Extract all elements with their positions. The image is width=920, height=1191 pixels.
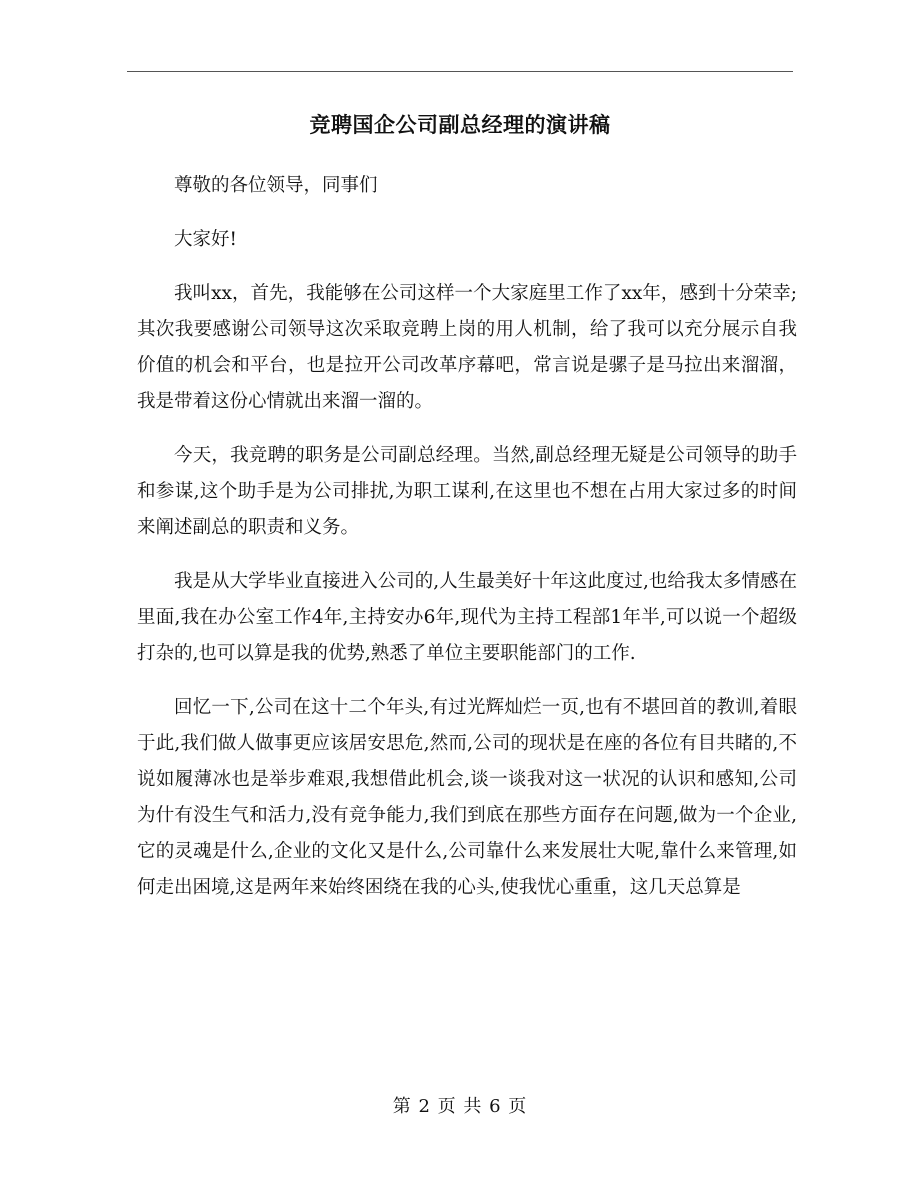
document-title: 竞聘国企公司副总经理的演讲稿 <box>309 112 611 137</box>
experience-paragraph: 我是从大学毕业直接进入公司的,人生最美好十年这此度过,也给我太多情感在里面,我在办公室工作4年,主持安办6年,现代为主持工程部1年半,可以说一个超级打杂的,也可以算是我的优势,熟悉了单位主要职能部门的工作. <box>137 571 797 664</box>
introduction-paragraph: 我叫xx，首先，我能够在公司这样一个大家庭里工作了xx年，感到十分荣幸;其次我要感谢公司领导这次采取竞聘上岗的用人机制，给了我可以充分展示自我价值的机会和平台，也是拉开公司改革序幕吧，常言说是骡子是马拉出来溜溜，我是带着这份心情就出来溜一溜的。 <box>137 283 797 412</box>
page-number-footer: 第 2 页 共 6 页 <box>392 1096 528 1117</box>
document-body <box>137 168 797 906</box>
salutation-paragraph: 尊敬的各位领导，同事们 <box>174 175 378 196</box>
header-rule <box>127 71 793 72</box>
position-paragraph: 今天，我竞聘的职务是公司副总经理。当然,副总经理无疑是公司领导的助手和参谋,这个助手是为公司排扰,为职工谋利,在这里也不想在占用大家过多的时间来阐述副总的职责和义务。 <box>137 445 797 538</box>
greeting-paragraph: 大家好! <box>174 229 237 250</box>
reflection-paragraph: 回忆一下,公司在这十二个年头,有过光辉灿烂一页,也有不堪回首的教训,着眼于此,我们做人做事更应该居安思危,然而,公司的现状是在座的各位有目共睹的,不说如履薄冰也是举步难艰,我想借此机会,谈一谈我对这一状况的认识和感知,公司为什有没生气和活力,没有竞争能力,我们到底在那些方面存在问题,做为一个企业,它的灵魂是什么,企业的文化又是什么,公司靠什么来发展壮大呢,靠什么来管理,如何走出困境,这是两年来始终困绕在我的心头,使我忧心重重，这几天总算是 <box>137 697 797 898</box>
